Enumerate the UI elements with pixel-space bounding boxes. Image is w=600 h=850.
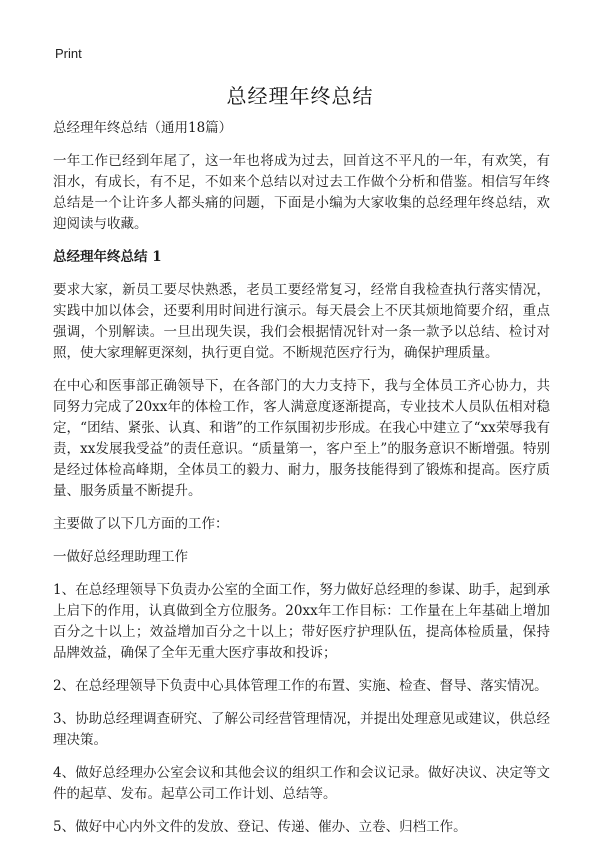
body-paragraph: 在中心和医事部正确领导下，在各部门的大力支持下，我与全体员工齐心协力，共同努力完成了20xx年的体检工作，客人满意度逐渐提高，专业技术人员队伍相对稳定，“团结、紧张、认真、和谐”的工作氛围初步形成。在我心中建立了“xx荣辱我有责，xx发展我受益”的责任意识。“质量第一，客户至上”的服务意识不断增强。特别是经过体检高峰期，全体员工的毅力、耐力，服务技能得到了锻炼和提高。医疗质量、服务质量不断提升。 xyxy=(53,378,550,499)
section-heading: 总经理年终总结 1 xyxy=(53,249,162,265)
document-body xyxy=(53,118,550,850)
body-paragraph: 5、做好中心内外文件的发放、登记、传递、催办、立卷、归档工作。 xyxy=(53,819,467,835)
body-paragraph: 4、做好总经理办公室会议和其他会议的组织工作和会议记录。做好决议、决定等文件的起草、发布。起草公司工作计划、总结等。 xyxy=(53,765,550,802)
body-paragraph: 一做好总经理助理工作 xyxy=(53,549,188,565)
body-paragraph: 主要做了以下几方面的工作： xyxy=(53,516,229,532)
body-paragraph: 要求大家，新员工要尽快熟悉，老员工要经常复习，经常自我检查执行落实情况，实践中加以体会，还要利用时间进行演示。每天晨会上不厌其烦地简要介绍，重点强调，个别解读。一旦出现失误，我们会根据情况针对一条一款予以总结、检讨对照，使大家理解更深刻，执行更自觉。不断规范医疗行为，确保护理质量。 xyxy=(53,282,550,361)
document-title: 总经理年终总结 xyxy=(226,84,374,108)
document-subtitle: 总经理年终总结（通用18篇） xyxy=(53,120,233,136)
body-paragraph: 3、协助总经理调查研究、了解公司经营管理情况，并提出处理意见或建议，供总经理决策。 xyxy=(53,711,550,748)
intro-paragraph: 一年工作已经到年尾了，这一年也将成为过去，回首这不平凡的一年，有欢笑，有泪水，有成长，有不足，不如来个总结以对过去工作做个分析和借鉴。相信写年终总结是一个让许多人都头痛的问题，下面是小编为大家收集的总经理年终总结，欢迎阅读与收藏。 xyxy=(53,153,550,232)
body-paragraph: 2、在总经理领导下负责中心具体管理工作的布置、实施、检查、督导、落实情况。 xyxy=(53,678,548,694)
print-link[interactable]: Print xyxy=(55,46,82,61)
body-paragraph: 1、在总经理领导下负责办公室的全面工作，努力做好总经理的参谋、助手，起到承上启下的作用，认真做到全方位服务。20xx年工作目标：工作量在上年基础上增加百分之十以上；效益增加百分之十以上；带好医疗护理队伍，提高体检质量，保持品牌效益，确保了全年无重大医疗事故和投诉； xyxy=(53,582,550,661)
